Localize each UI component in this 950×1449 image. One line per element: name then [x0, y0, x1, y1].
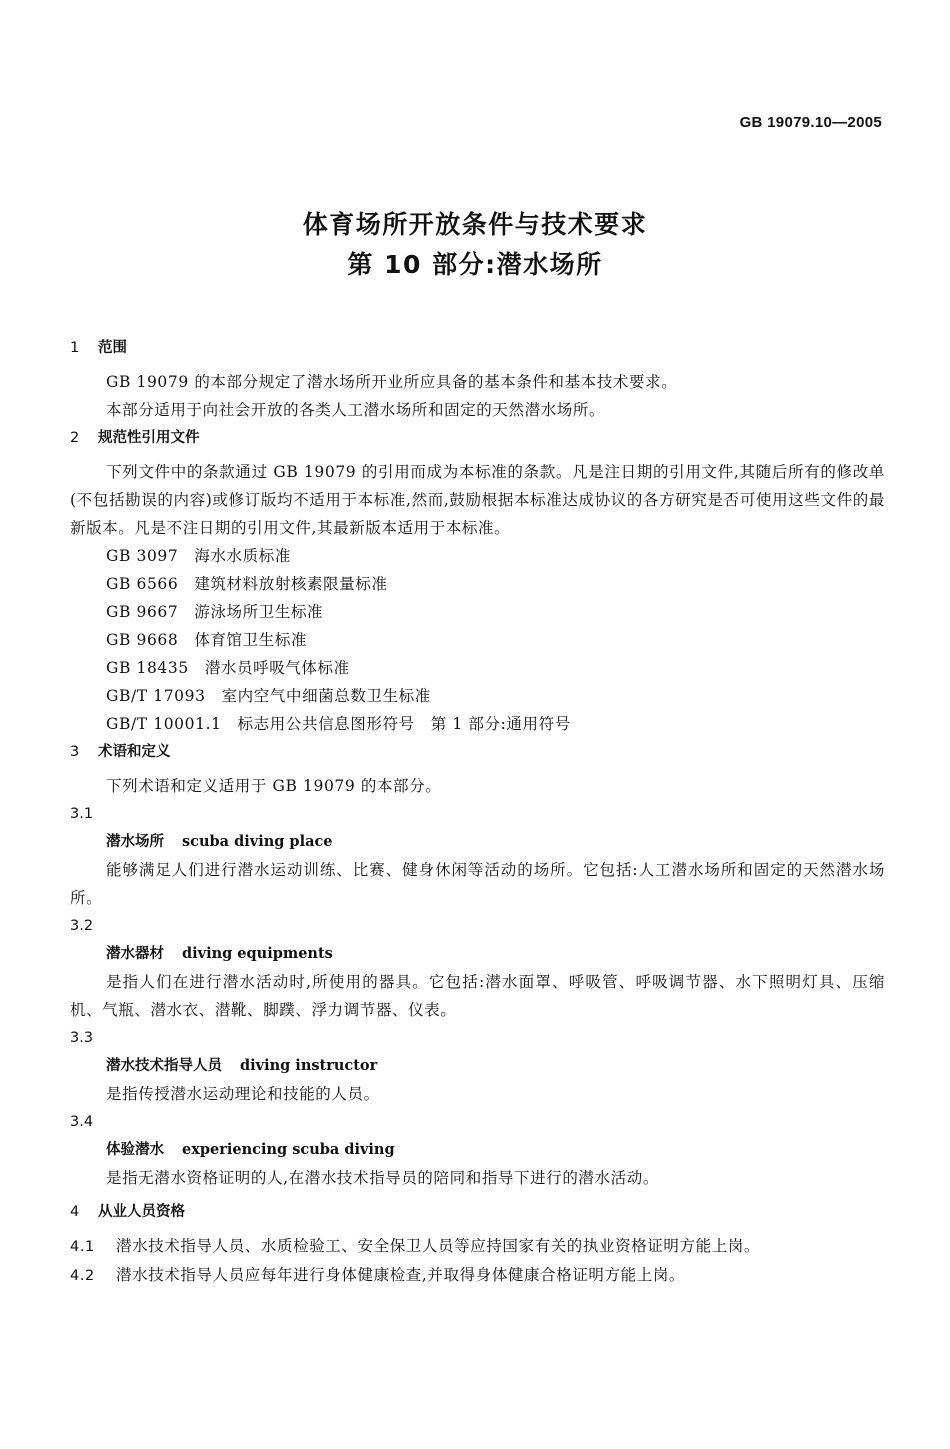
section-number: 1: [70, 340, 80, 356]
clause-number: 4.1: [70, 1239, 95, 1255]
paragraph: GB 19079 的本部分规定了潜水场所开业所应具备的基本条件和基本技术要求。: [106, 373, 678, 391]
reference-item: [70, 710, 885, 738]
section-title: 规范性引用文件: [98, 430, 200, 446]
term-heading: [70, 1136, 885, 1164]
term-definition: 是指人们在进行潜水活动时,所使用的器具。它包括:潜水面罩、呼吸管、呼吸调节器、水下照明灯具、压缩机、气瓶、潜水衣、潜靴、脚蹼、浮力调节器、仪表。: [70, 973, 885, 1019]
reference-title: 游泳场所卫生标准: [194, 603, 324, 621]
paragraph: 本部分适用于向社会开放的各类人工潜水场所和固定的天然潜水场所。: [106, 401, 606, 419]
term-definition: 能够满足人们进行潜水运动训练、比赛、健身休闲等活动的场所。它包括:人工潜水场所和固定的天然潜水场所。: [70, 861, 885, 907]
term-number: 3.4: [70, 1114, 94, 1130]
clause-text: 潜水技术指导人员、水质检验工、安全保卫人员等应持国家有关的执业资格证明方能上岗。: [116, 1237, 761, 1255]
reference-code: GB 3097: [106, 547, 179, 565]
term-en: diving instructor: [240, 1057, 378, 1074]
term-heading: [70, 1052, 885, 1080]
reference-code: GB 9668: [106, 631, 179, 649]
term-zh: 潜水技术指导人员: [106, 1058, 222, 1074]
reference-code: GB 6566: [106, 575, 179, 593]
standard-number: GB 19079.10—2005: [739, 114, 882, 131]
term-definition: 是指无潜水资格证明的人,在潜水技术指导员的陪同和指导下进行的潜水活动。: [106, 1169, 659, 1187]
reference-title: 建筑材料放射核素限量标准: [194, 575, 388, 593]
term-number: 3.1: [70, 806, 94, 822]
section-title: 术语和定义: [98, 744, 171, 760]
reference-item: [70, 682, 885, 710]
section-number: 3: [70, 744, 80, 760]
reference-code: GB 18435: [106, 659, 189, 677]
reference-title: 室内空气中细菌总数卫生标准: [221, 687, 431, 705]
reference-item: [70, 626, 885, 654]
document-body: [70, 334, 885, 1290]
term-heading: [70, 828, 885, 856]
reference-code: GB/T 10001.1: [106, 715, 222, 733]
term-zh: 潜水场所: [106, 834, 164, 850]
reference-title: 体育馆卫生标准: [194, 631, 308, 649]
term-heading: [70, 940, 885, 968]
section-title: 范围: [98, 340, 127, 356]
clause-number: 4.2: [70, 1268, 95, 1284]
reference-item: [70, 542, 885, 570]
term-number: 3.3: [70, 1030, 94, 1046]
term-zh: 潜水器材: [106, 946, 164, 962]
reference-item: [70, 598, 885, 626]
section-heading-2: [70, 424, 885, 452]
document-subtitle: 第 10 部分:潜水场所: [347, 250, 603, 279]
section-number: 4: [70, 1204, 80, 1220]
clause: [70, 1261, 885, 1290]
reference-title: 潜水员呼吸气体标准: [204, 659, 350, 677]
term-en: experiencing scuba diving: [182, 1141, 395, 1158]
clause: [70, 1232, 885, 1261]
reference-item: [70, 570, 885, 598]
reference-item: [70, 654, 885, 682]
reference-title: 标志用公共信息图形符号 第 1 部分:通用符号: [237, 715, 571, 733]
term-en: diving equipments: [182, 945, 333, 962]
term-definition: 是指传授潜水运动理论和技能的人员。: [106, 1085, 380, 1103]
section-heading-3: [70, 738, 885, 766]
reference-code: GB/T 17093: [106, 687, 206, 705]
section-title: 从业人员资格: [98, 1204, 185, 1220]
term-zh: 体验潜水: [106, 1142, 164, 1158]
reference-title: 海水水质标准: [194, 547, 291, 565]
term-number: 3.2: [70, 918, 94, 934]
section-heading-4: [70, 1198, 885, 1226]
reference-code: GB 9667: [106, 603, 179, 621]
paragraph: 下列术语和定义适用于 GB 19079 的本部分。: [106, 777, 442, 795]
clause-text: 潜水技术指导人员应每年进行身体健康检查,并取得身体健康合格证明方能上岗。: [116, 1266, 686, 1284]
paragraph: 下列文件中的条款通过 GB 19079 的引用而成为本标准的条款。凡是注日期的引用文件,其随后所有的修改单(不包括勘误的内容)或修订版均不适用于本标准,然而,鼓励根据本标准达成协议的各方研究是否可使用这些文件的最新版本。凡是不注日期的引用文件,其最新版本适用于本标准。: [70, 463, 885, 537]
section-heading-1: [70, 334, 885, 362]
section-number: 2: [70, 430, 80, 446]
document-title: 体育场所开放条件与技术要求: [302, 210, 648, 239]
term-en: scuba diving place: [182, 833, 333, 850]
